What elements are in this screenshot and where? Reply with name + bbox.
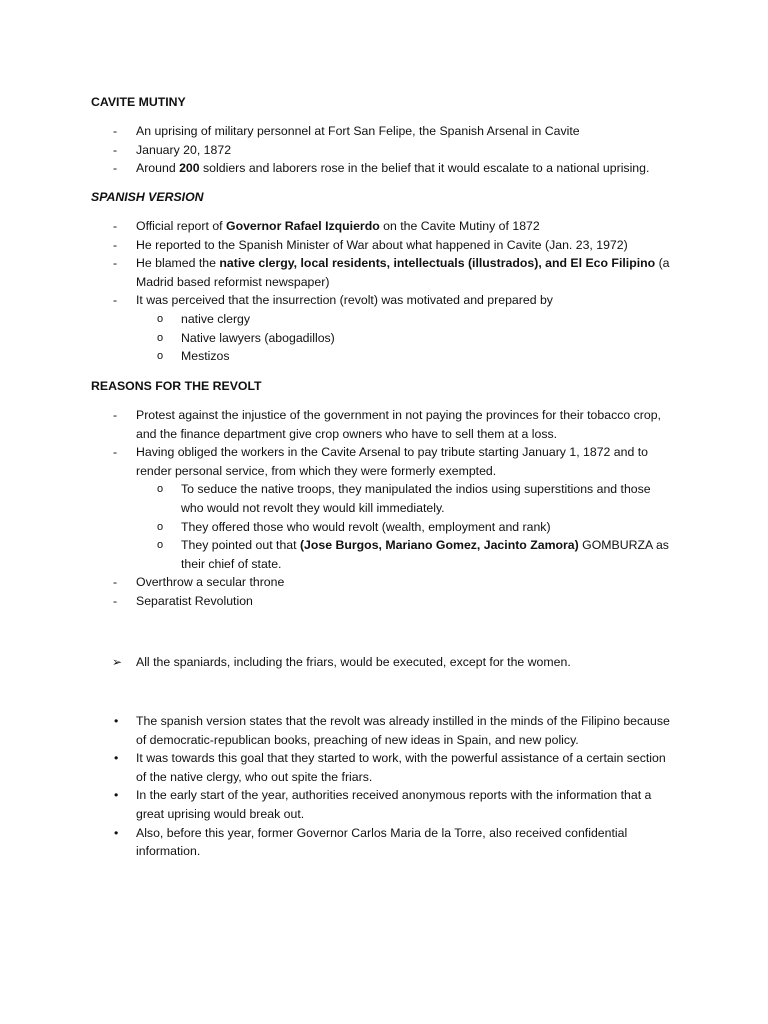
item-text: Also, before this year, former Governor Carlos Maria de la Torre, also received confidential information. — [136, 825, 628, 859]
sub-list-item — [0, 329, 676, 348]
item-text: Protest against the injustice of the government in not paying the provinces for their tobacco crop, and the finance department give crop owners who have to sell them at a loss. — [136, 408, 661, 441]
dash-marker: - — [113, 575, 118, 590]
item-bold-text: (Jose Burgos, Mariano Gomez, Jacinto Zamora) — [299, 538, 579, 553]
item-bold-text: native clergy, local residents, intellectuals (illustrados), and El Eco Filipino — [219, 256, 656, 271]
dash-marker: - — [113, 593, 118, 608]
bullet-dot-icon: • — [114, 825, 119, 840]
item-text: native clergy — [181, 311, 251, 326]
list-item — [0, 786, 676, 823]
item-text: Mestizos — [181, 349, 230, 364]
list-item — [0, 749, 676, 786]
circle-marker: o — [157, 483, 164, 496]
bullet-list — [0, 712, 768, 861]
item-text: Separatist Revolution — [136, 593, 253, 608]
item-text: The spanish version states that the revolt was already instilled in the minds of the Filipino because of democratic-republican books, preaching of new ideas in Spain, and new policy. — [136, 714, 670, 747]
spanish-list — [0, 217, 768, 366]
dash-marker: - — [113, 408, 118, 422]
item-text: He blamed the — [136, 256, 220, 271]
dash-marker: - — [113, 219, 118, 233]
sub-list-item — [0, 347, 676, 366]
item-bold-text: Governor Rafael Izquierdo — [226, 219, 380, 233]
dash-marker: - — [113, 142, 118, 157]
arrow-bullet-icon: ➢ — [112, 655, 123, 669]
list-item — [0, 653, 676, 672]
item-text: To seduce the native troops, they manipulated the indios using superstitions and those who would not revolt they would kill immediately. — [181, 482, 651, 515]
list-item — [0, 217, 676, 236]
list-item — [0, 406, 676, 443]
item-text: Native lawyers (abogadillos) — [181, 330, 335, 345]
list-item — [0, 141, 676, 160]
circle-marker: o — [157, 539, 164, 552]
list-item — [0, 573, 676, 592]
note-list — [0, 653, 768, 672]
dash-marker: - — [113, 237, 118, 252]
circle-marker: o — [157, 312, 164, 325]
circle-marker: o — [157, 350, 164, 363]
item-text: An uprising of military personnel at Fort San Felipe, the Spanish Arsenal in Cavite — [136, 124, 580, 138]
item-text: soldiers and laborers rose in the belief that it would escalate to a national uprising. — [199, 161, 650, 176]
bullet-dot-icon: • — [114, 714, 119, 728]
item-text: In the early start of the year, authorities received anonymous reports with the information that a great uprising would break out. — [136, 788, 652, 821]
dash-marker: - — [113, 293, 118, 308]
sub-list-item — [0, 310, 676, 329]
item-text: They pointed out that — [181, 538, 300, 553]
item-text: It was towards this goal that they started to work, with the powerful assistance of a certain section of the native clergy, who out spite the friars. — [136, 751, 666, 784]
item-text: Around — [136, 161, 180, 176]
item-text: He reported to the Spanish Minister of War about what happened in Cavite (Jan. 23, 1972) — [136, 237, 628, 252]
item-text: GOMBURZA as their chief of state. — [181, 538, 669, 571]
item-text: January 20, 1872 — [136, 142, 232, 157]
bullet-dot-icon: • — [114, 751, 119, 766]
list-item — [0, 122, 676, 141]
list-item — [0, 254, 676, 291]
circle-marker: o — [157, 520, 164, 533]
list-item — [0, 592, 676, 611]
heading-spanish-version: SPANISH VERSION — [91, 190, 204, 204]
item-text: Having obliged the workers in the Cavite Arsenal to pay tribute starting January 1, 1872 and to render personal service, from which they were formerly exempted. — [136, 445, 648, 478]
bullet-dot-icon: • — [114, 788, 119, 803]
item-text: Overthrow a secular throne — [136, 575, 285, 590]
reasons-list — [0, 406, 768, 611]
item-text: All the spaniards, including the friars, would be executed, except for the women. — [136, 655, 571, 669]
dash-marker: - — [113, 256, 118, 271]
item-text: on the Cavite Mutiny of 1872 — [379, 219, 540, 233]
circle-marker: o — [157, 331, 164, 344]
list-item — [0, 712, 676, 749]
heading-reasons-for-the-revolt: REASONS FOR THE REVOLT — [91, 379, 262, 393]
dash-marker: - — [113, 445, 118, 460]
sub-list-item — [0, 536, 676, 573]
sub-list-item — [0, 518, 676, 537]
list-item — [0, 236, 676, 255]
dash-marker: - — [113, 124, 118, 138]
list-item — [0, 443, 676, 480]
dash-marker: - — [113, 161, 118, 176]
item-text: Official report of — [136, 219, 226, 233]
sub-list-item — [0, 480, 676, 517]
item-text: It was perceived that the insurrection (revolt) was motivated and prepared by — [136, 293, 553, 308]
item-text: They offered those who would revolt (wealth, employment and rank) — [181, 519, 551, 534]
list-item — [0, 291, 676, 310]
cavite-list — [0, 122, 768, 178]
list-item — [0, 159, 676, 178]
item-bold-text: 200 — [179, 161, 200, 176]
item-text: (a Madrid based reformist newspaper) — [136, 256, 670, 289]
heading-cavite-mutiny: CAVITE MUTINY — [91, 95, 186, 109]
list-item — [0, 824, 676, 861]
